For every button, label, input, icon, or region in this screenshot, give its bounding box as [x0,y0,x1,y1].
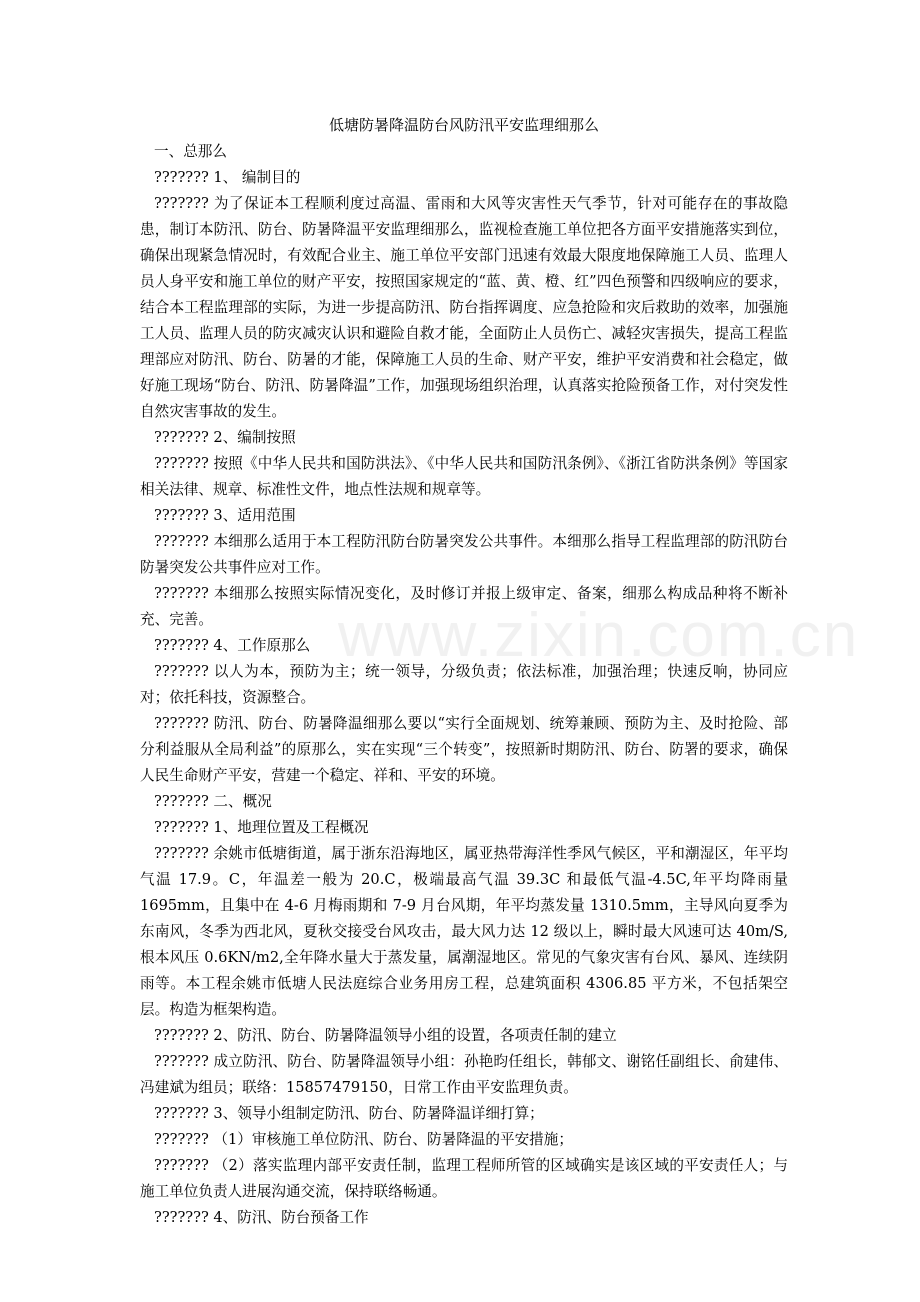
body-paragraph: ??????? 本细那么按照实际情况变化，及时修订并报上级审定、备案，细那么构成品种将不断补充、完善。 [140,585,788,628]
subsection-heading: ??????? 2、编制按照 [154,429,296,446]
subsection-heading: ??????? 4、工作原那么 [154,637,311,654]
body-paragraph: ??????? 余姚市低塘街道，属于浙东沿海地区，属亚热带海洋性季风气候区，平和潮湿区，年平均气温 17.9。C，年温差一般为 20.C，极端最高气温 39.3C 和最低气温-4.5C,年平均降雨量 1695mm，且集中在 4-6 月梅雨期和 7-9 月台风期，年平均蒸发量 1310.5mm，主导风向夏季为东南风，冬季为西北风，夏秋交接受台风攻击，最大风力达 12 级以上，瞬时最大风速可达 40m/S,根本风压 0.6KN/m2,全年降水量大于蒸发量，属潮湿地区。常见的气象灾害有台风、暴风、连续阴雨等。本工程余姚市低塘人民法庭综合业务用房工程，总建筑面积 4306.85 平方米，不包括架空层。构造为框架构造。 [140,845,788,1018]
body-paragraph: ??????? 为了保证本工程顺利度过高温、雷雨和大风等灾害性天气季节，针对可能存在的事故隐患，制订本防汛、防台、防暑降温平安监理细那么，监视检查施工单位把各方面平安措施落实到位，确保出现紧急情况时，有效配合业主、施工单位平安部门迅速有效最大限度地保障施工人员、监理人员人身平安和施工单位的财产平安，按照国家规定的“蓝、黄、橙、红”四色预警和四级响应的要求，结合本工程监理部的实际，为进一步提高防汛、防台指挥调度、应急抢险和灾后救助的效率，加强施工人员、监理人员的防灾减灾认识和避险自救才能，全面防止人员伤亡、减轻灾害损失，提高工程监理部应对防汛、防台、防暑的才能，保障施工人员的生命、财产平安，维护平安消费和社会稳定，做好施工现场“防台、防汛、防暑降温”工作，加强现场组织治理，认真落实抢险预备工作，对付突发性自然灾害事故的发生。 [140,195,788,420]
list-item: ??????? （2）落实监理内部平安责任制，监理工程师所管的区域确实是该区域的平安责任人；与施工单位负责人进展沟通交流，保持联络畅通。 [140,1157,788,1200]
list-item: ??????? （1）审核施工单位防汛、防台、防暑降温的平安措施； [154,1131,573,1148]
body-paragraph: ??????? 以人为本，预防为主；统一领导，分级负责；依法标准，加强治理；快速反响，协同应对；依托科技，资源整合。 [140,663,788,706]
subsection-heading: ??????? 1、地理位置及工程概况 [154,819,369,836]
document-page [140,112,788,1231]
subsection-heading: ??????? 3、领导小组制定防汛、防台、防暑降温详细打算； [154,1105,544,1122]
subsection-heading: ??????? 4、防汛、防台预备工作 [154,1209,369,1226]
subsection-heading: ??????? 2、防汛、防台、防暑降温领导小组的设置，各项责任制的建立 [154,1027,617,1044]
body-paragraph: ??????? 按照《中华人民共和国防洪法》、《中华人民共和国防汛条例》、《浙江省防洪条例》等国家相关法律、规章、标准性文件，地点性法规和规章等。 [140,455,788,498]
body-paragraph: ??????? 本细那么适用于本工程防汛防台防暑突发公共事件。本细那么指导工程监理部的防汛防台防暑突发公共事件应对工作。 [140,533,788,576]
subsection-heading: ??????? 3、适用范围 [154,507,296,524]
body-paragraph: ??????? 防汛、防台、防暑降温细那么要以“实行全面规划、统筹兼顾、预防为主、及时抢险、部分利益服从全局利益”的原那么，实在实现“三个转变”，按照新时期防汛、防台、防署的要求，确保人民生命财产平安，营建一个稳定、祥和、平安的环境。 [140,715,788,784]
watermark: www.zixin.com.cn [338,601,860,670]
document-title: 低塘防暑降温防台风防汛平安监理细那么 [328,116,599,134]
body-paragraph: ??????? 成立防汛、防台、防暑降温领导小组：孙艳昀任组长，韩郁文、谢铭任副组长、俞建伟、冯建斌为组员；联络：15857479150，日常工作由平安监理负责。 [140,1053,788,1096]
subsection-heading: ??????? 1、 编制目的 [154,169,301,186]
section-heading: 一、总那么 [154,143,227,160]
section-heading: ??????? 二、概况 [154,793,272,810]
